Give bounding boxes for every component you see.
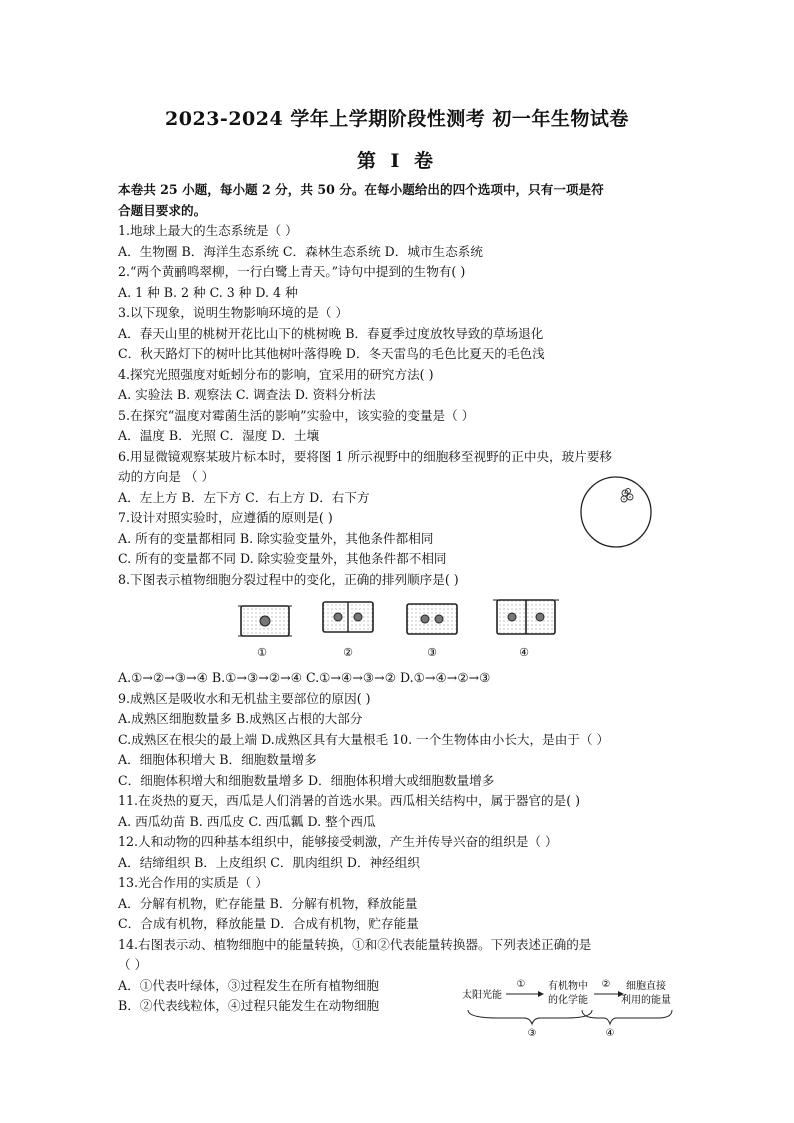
question-7: 7.设计对照实验时，应遵循的原则是( ): [118, 510, 333, 525]
question-3-options: C．秋天路灯下的树叶比其他树叶落得晚 D．冬天雷鸟的毛色比夏天的毛色浅: [118, 346, 545, 361]
stage-label-1: ①: [257, 646, 267, 659]
question-12: 12.人和动物的四种基本组织中，能够接受刺激，产生并传导兴奋的组织是（ ）: [118, 834, 558, 849]
brace-3-label: ③: [527, 1028, 537, 1039]
brace-4: [582, 1010, 672, 1024]
usable-energy-label-2: 利用的能量: [621, 995, 671, 1006]
question-7-options: C. 所有的变量都不同 D. 除实验变量外，其他条件都不相同: [118, 551, 447, 566]
usable-energy-label-1: 细胞直接: [626, 981, 666, 992]
question-14: 14.右图表示动、植物细胞中的能量转换，①和②代表能量转换器。下列表述正确的是: [118, 936, 592, 952]
stage-label-3: ③: [427, 646, 437, 659]
part-title: 第 I 卷: [356, 150, 438, 172]
question-5-options: A．温度 B．光照 C．湿度 D．土壤: [118, 428, 320, 443]
arrow-1-label: ①: [516, 979, 526, 990]
question-11: 11.在炎热的夏天，西瓜是人们消暑的首选水果。西瓜相关结构中，属于器官的是( ): [118, 793, 581, 808]
question-5: 5.在探究“温度对霉菌生活的影响”实验中，该实验的变量是（ ）: [118, 407, 475, 423]
stage-label-4: ④: [519, 646, 529, 659]
arrow-1-head: [538, 991, 544, 997]
question-14-option-a: A．①代表叶绿体，③过程发生在所有植物细胞: [118, 977, 379, 993]
question-3-options: A．春天山里的桃树开花比山下的桃树晚 B．春夏季过度放牧导致的草场退化: [118, 325, 544, 341]
question-7-options: A. 所有的变量都相同 B. 除实验变量外，其他条件都相同: [118, 530, 434, 546]
chemical-energy-label-2: 的化学能: [548, 995, 588, 1006]
question-14: （ ）: [118, 957, 148, 972]
question-8: 8.下图表示植物细胞分裂过程中的变化，正确的排列顺序是( ): [118, 571, 459, 587]
exam-title: 2023-2024 学年上学期阶段性测考 初一年生物试卷: [165, 108, 629, 130]
cell-stage-3: [407, 604, 457, 634]
question-9-options: A.成熟区细胞数量多 B.成熟区占根的大部分: [118, 711, 363, 726]
question-2-options: A. 1 种 B. 2 种 C. 3 种 D. 4 种: [118, 284, 298, 300]
question-10-options: C．细胞体积增大和细胞数量增多 D．细胞体积增大或细胞数量增多: [118, 772, 495, 788]
arrow-2-label: ②: [601, 979, 611, 990]
question-9: 9.成熟区是吸收水和无机盐主要部位的原因( ): [118, 690, 371, 706]
brace-3: [468, 1010, 592, 1024]
cell-stage-4: [493, 600, 559, 634]
question-13-options: A．分解有机物，贮存能量 B．分解有机物，释放能量: [118, 895, 418, 911]
microscope-field-figure: [578, 474, 654, 550]
question-6: 6.用显微镜观察某玻片标本时，要将图 1 所示视野中的细胞移至视野的正中央，玻片要移: [118, 448, 613, 464]
question-6: 动的方向是 （ ）: [118, 469, 215, 484]
question-12-options: A．结缔组织 B．上皮组织 C．肌肉组织 D．神经组织: [118, 854, 420, 870]
stage-label-2: ②: [343, 646, 353, 659]
cell-stage-2: [323, 602, 373, 632]
cell-stage-1: [238, 606, 292, 636]
sunlight-energy-label: 太阳光能: [462, 990, 502, 1001]
instructions-line: 本卷共 25 小题，每小题 2 分，共 50 分。在每小题给出的四个选项中，只有一项是符: [118, 182, 604, 197]
question-3: 3.以下现象，说明生物影响环境的是（ ）: [118, 305, 349, 320]
energy-conversion-figure: [458, 972, 678, 1042]
question-2: 2.“两个黄鹂鸣翠柳，一行白鹭上青天。”诗句中提到的生物有( ): [118, 264, 466, 279]
question-6-options: A．左上方 B．左下方 C．右上方 D．右下方: [118, 489, 370, 505]
question-13: 13.光合作用的实质是（ ）: [118, 875, 268, 890]
question-4: 4.探究光照强度对蚯蚓分布的影响，宜采用的研究方法( ): [118, 366, 434, 382]
question-4-options: A. 实验法 B. 观察法 C. 调查法 D. 资料分析法: [118, 387, 376, 402]
chemical-energy-label-1: 有机物中: [548, 981, 588, 992]
question-14-option-b: B．②代表线粒体，④过程只能发生在动物细胞: [118, 998, 380, 1013]
instructions-line: 合题目要求的。: [118, 202, 207, 218]
question-11-options: A. 西瓜幼苗 B. 西瓜皮 C. 西瓜瓤 D. 整个西瓜: [118, 813, 376, 829]
cell-division-figure: [235, 596, 565, 660]
cell-cluster-icon: [621, 489, 633, 503]
question-9-10: C.成熟区在根尖的最上端 D.成熟区具有大量根毛 10. 一个生物体由小长大，是由于（ ）: [118, 731, 610, 747]
question-8-options: A.①→②→③→④ B.①→③→②→④ C.①→④→③→② D.①→④→②→③: [118, 670, 491, 685]
question-13-options: C．合成有机物，释放能量 D．合成有机物，贮存能量: [118, 916, 419, 931]
brace-4-label: ④: [605, 1028, 615, 1039]
field-circle: [581, 477, 651, 547]
question-1: 1.地球上最大的生态系统是（ ）: [118, 223, 298, 238]
question-1-options: A．生物圈 B．海洋生态系统 C．森林生态系统 D．城市生态系统: [118, 243, 483, 259]
question-10-options: A．细胞体积增大 B．细胞数量增多: [118, 752, 317, 767]
